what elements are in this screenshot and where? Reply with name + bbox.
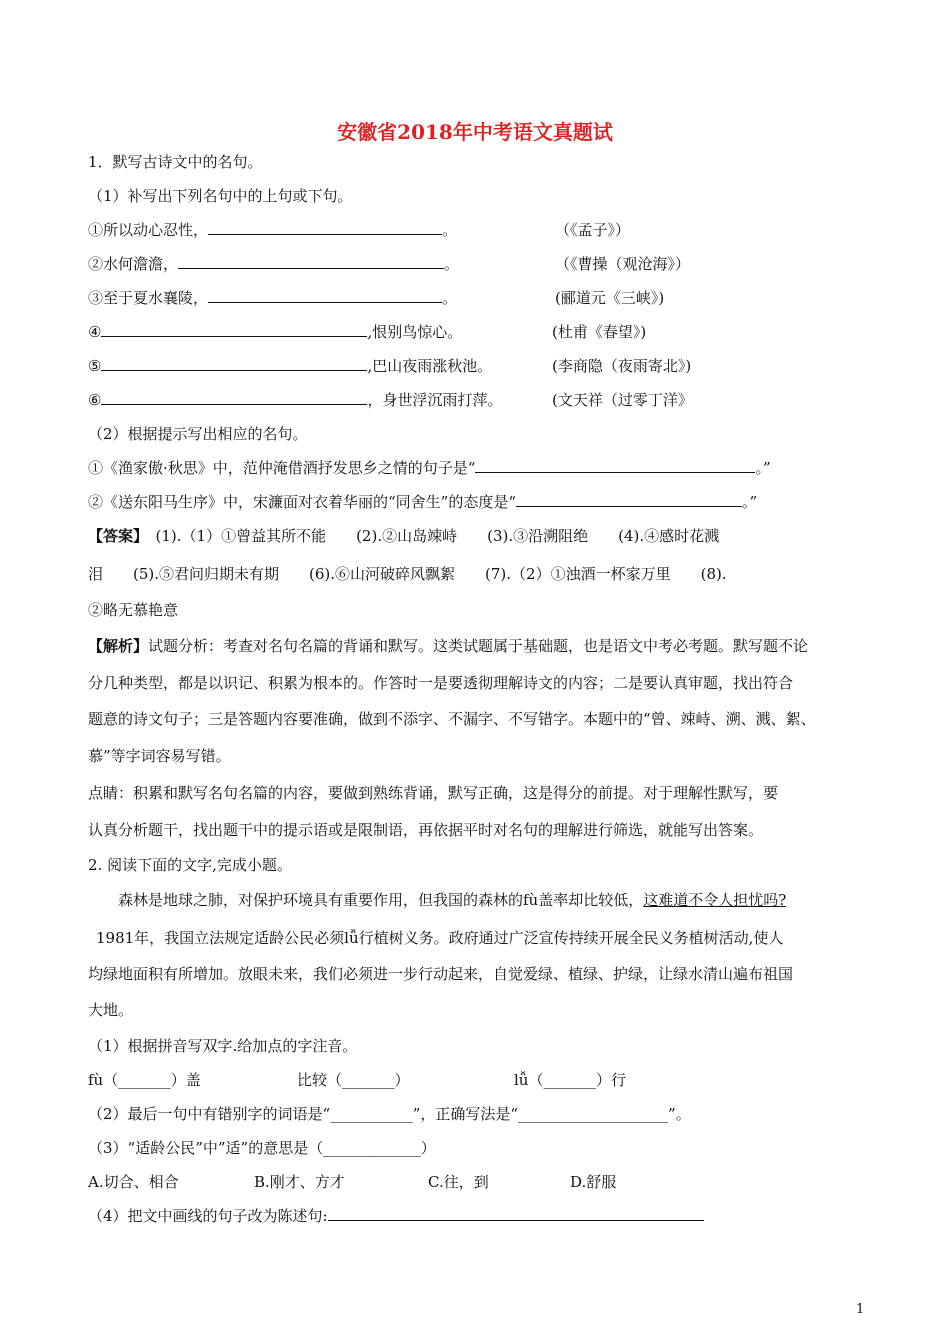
answer-blank[interactable]	[178, 254, 444, 269]
q2-sub4	[88, 1206, 704, 1226]
option-a: A.切合、相合	[88, 1173, 179, 1191]
prompt-text: ①《渔家傲·秋思》中，范仲淹借酒抒发思乡之情的句子是“	[88, 459, 476, 477]
q1-item-4-source: (杜甫《春望》)	[552, 323, 647, 341]
option-c: C.往，到	[428, 1173, 489, 1191]
q1-part2: （2）根据提示写出相应的名句。	[88, 425, 308, 443]
prompt-text: （4）把文中画线的句子改为陈述句:	[88, 1207, 328, 1225]
q1-item-4	[88, 322, 462, 342]
q1-item-2-source: （《曹操（观沧海》）	[555, 255, 691, 273]
q1-item-1	[88, 220, 457, 240]
answer-line-2: 泪 (5).⑤君问归期未有期 (6).⑥山河破碎风飘絮 (7).（2）①浊酒一杯家万里 (8).	[88, 565, 727, 583]
page-number: 1	[856, 1302, 865, 1317]
answer-blank[interactable]	[208, 288, 442, 303]
item-pre: ③至于夏水襄陵，	[88, 289, 209, 307]
answer-line-1	[88, 526, 719, 546]
q2-para-line-2: 1981年，我国立法规定适龄公民必须lǚ行植树义务。政府通过广泛宣传持续开展全民义务植树活动,使人	[96, 929, 784, 947]
q1-item-3	[88, 288, 457, 308]
answer-blank[interactable]	[516, 492, 742, 507]
q1-heading: 1．默写古诗文中的名句。	[88, 153, 263, 171]
analysis-line-2: 分几种类型，都是以识记、积累为根本的。作答时一是要透彻理解诗文的内容；二是要认真审题，找出符合	[88, 674, 794, 692]
page-title: 安徽省2018年中考语文真题试	[337, 120, 613, 144]
answer-blank[interactable]	[101, 356, 367, 371]
item-post: ,恨别鸟惊心。	[367, 323, 463, 341]
item-pre: ⑥	[88, 391, 102, 409]
q2-heading: 2. 阅读下面的文字,完成小题。	[88, 856, 292, 874]
q1-part2-b	[88, 492, 757, 512]
item-pre: ②水何澹澹，	[88, 255, 179, 273]
item-pre: ⑤	[88, 357, 102, 375]
para-text: 森林是地球之肺，对保护环境具有重要作用，但我国的森林的fù盖率却比较低，	[118, 891, 644, 909]
pinyin-c: lǚ（_______）行	[514, 1071, 626, 1089]
item-pre: ①所以动心忍性，	[88, 221, 209, 239]
pinyin-b: 比较（_______）	[297, 1071, 410, 1089]
item-post: 。	[444, 255, 460, 273]
q2-para-line-4: 大地。	[88, 1001, 134, 1019]
item-post: ,巴山夜雨涨秋池。	[367, 357, 493, 375]
analysis-label: 【解析】	[88, 637, 149, 655]
q2-para-line-1	[118, 890, 786, 910]
answer-line-3: ②略无慕艳意	[88, 601, 179, 619]
option-b: B.刚才、方才	[254, 1173, 345, 1191]
prompt-text: ②《送东阳马生序》中，宋濂面对衣着华丽的“同舍生”的态度是“	[88, 493, 517, 511]
answer-blank[interactable]	[101, 322, 367, 337]
analysis-text: 试题分析：考查对名句名篇的背诵和默写。这类试题属于基础题，也是语文中考必考题。默写题不论	[148, 637, 809, 655]
q2-para-line-3: 均绿地面积有所增加。放眼未来，我们必须进一步行动起来，自觉爱绿、植绿、护绿，让绿水清山遍布祖国	[88, 965, 794, 983]
underlined-sentence: 这难道不令人担忧吗?	[643, 891, 787, 909]
answer-blank[interactable]	[328, 1206, 704, 1221]
analysis-line-4: 慕”等字词容易写错。	[88, 747, 231, 765]
q2-sub3: （3）“适龄公民”中”适”的意思是（_____________）	[88, 1139, 436, 1157]
pinyin-a: fù（_______）盖	[88, 1071, 201, 1089]
q1-item-5	[88, 356, 492, 376]
item-pre: ④	[88, 323, 102, 341]
q1-part2-a	[88, 458, 771, 478]
answer-text: (1).（1）①曾益其所不能 (2).②山岛竦峙 (3).③沿溯阻绝 (4).④感时花溅	[140, 527, 720, 545]
answer-label: 【答案】	[88, 527, 141, 545]
q1-item-6	[88, 390, 502, 410]
q2-sub2: （2）最后一句中有错别字的词语是“___________”，正确写法是“____________________”。	[88, 1105, 691, 1123]
analysis-line-1	[88, 636, 808, 656]
q1-item-1-source: （《孟子》）	[555, 221, 631, 239]
q2-sub1: （1）根据拼音写双字.给加点的字注音。	[88, 1037, 358, 1055]
tip-line-2: 认真分析题干，找出题干中的提示语或是限制语，再依据平时对名句的理解进行筛选，就能写出答案。	[88, 821, 764, 839]
tip-line-1: 点睛：积累和默写名句名篇的内容，要做到熟练背诵，默写正确，这是得分的前提。对于理解性默写，要	[88, 784, 779, 802]
q1-item-2	[88, 254, 459, 274]
analysis-line-3: 题意的诗文句子；三是答题内容要准确，做到不添字、不漏字、不写错字。本题中的“曾、竦峙、溯、溅、絮、	[88, 710, 816, 728]
item-post: 。	[442, 221, 458, 239]
answer-blank[interactable]	[208, 220, 442, 235]
q1-item-3-source: (郦道元《三峡》)	[555, 289, 665, 307]
answer-blank[interactable]	[101, 390, 367, 405]
q1-item-6-source: (文天祥（过零丁洋》	[552, 391, 693, 409]
option-d: D.舒服	[570, 1173, 617, 1191]
prompt-end: 。”	[755, 459, 771, 477]
item-post: 。	[442, 289, 458, 307]
answer-blank[interactable]	[475, 458, 755, 473]
q1-part1: （1）补写出下列名句中的上句或下句。	[88, 187, 353, 205]
prompt-end: 。”	[742, 493, 758, 511]
q1-item-5-source: (李商隐（夜雨寄北》)	[552, 357, 692, 375]
item-post: ，身世浮沉雨打萍。	[367, 391, 503, 409]
